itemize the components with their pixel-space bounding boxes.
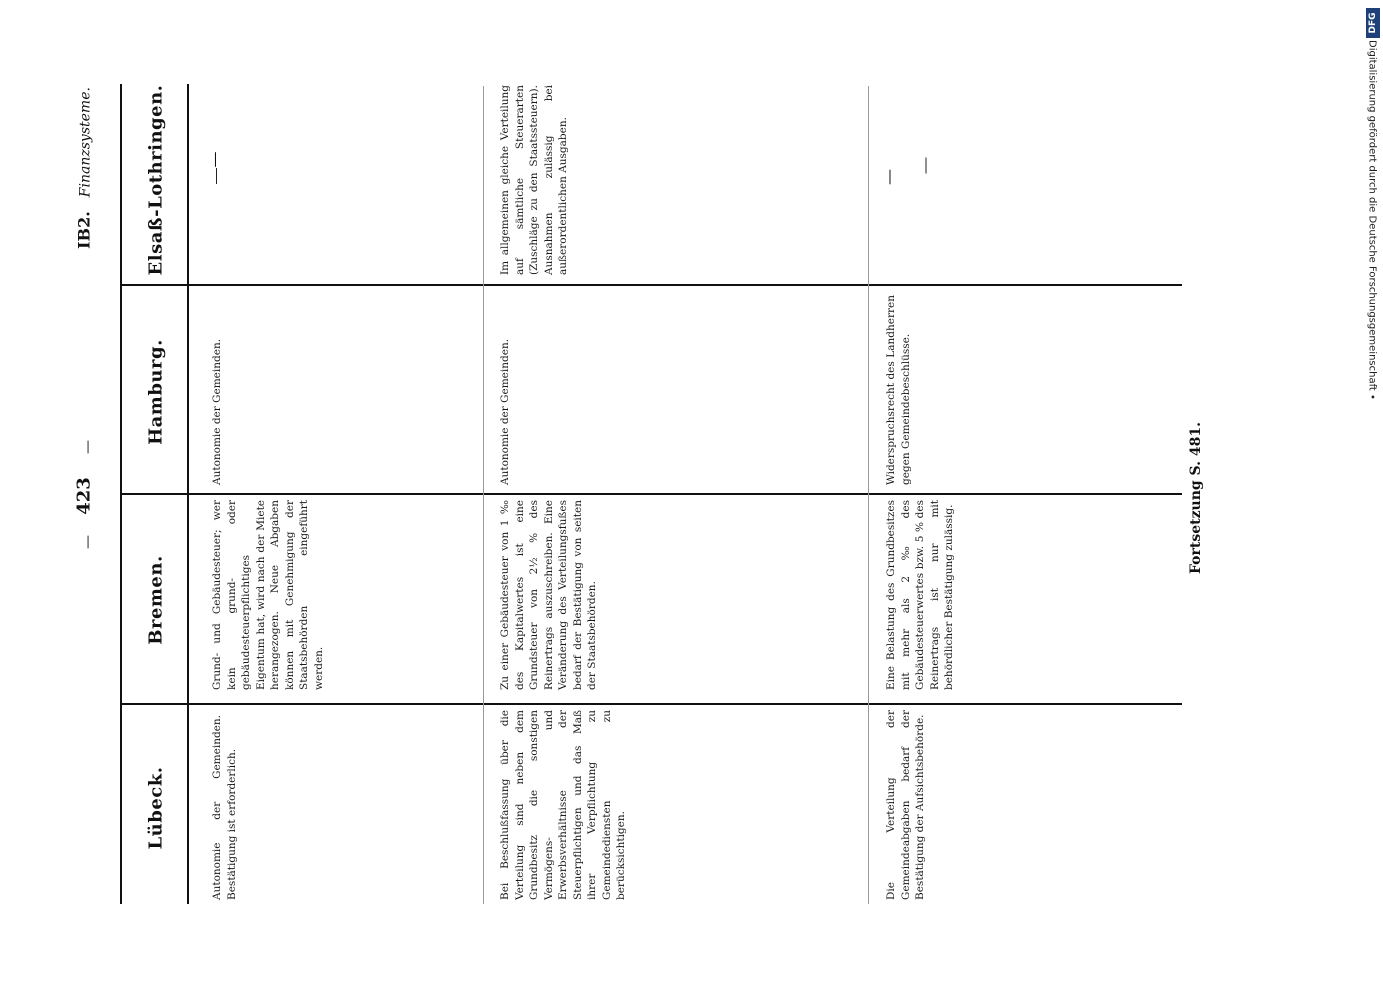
column-separator	[122, 703, 1182, 705]
table-cell: Die Verteilung der Gemeindeabgaben bedarf der Bestätigung der Aufsichtsbehörde.	[885, 710, 926, 900]
page-number: 423	[73, 477, 95, 515]
table-cell: Autonomie der Gemeinden. Bestätigung ist erforderlich.	[211, 715, 238, 900]
row-separator	[483, 86, 484, 904]
table-cell: Grund- und Gebäudesteuer; wer kein grund- oder gebäudesteuerpflichtiges Eigentum hat, wird nach der Miete herangezogen. Neue Abgaben können mit Genehmigung der Staatsbehörden eingeführt werden.	[211, 500, 325, 690]
column-heading-bremen: Bremen.	[145, 555, 167, 645]
digitization-notice: Digitalisierung gefördert durch die Deutsche Forschungsgemeinschaft •	[1366, 40, 1378, 400]
section-subtitle: Finanzsysteme.	[77, 87, 94, 198]
column-heading-elsass-lothringen: Elsaß-Lothringen.	[145, 84, 167, 276]
table-cell: Autonomie der Gemeinden.	[499, 338, 511, 485]
table-cell: Zu einer Gebäudesteuer von 1 ‰ des Kapitalwertes ist eine Grundsteuer von 2½ % des Reinertrags auszuschreiben. Eine Veränderung des Verteilungsfußes bedarf der Bestätigung von seiten der Staatsbehörden.	[499, 500, 598, 690]
empty-cell-dash	[926, 158, 927, 174]
section-header	[75, 87, 94, 249]
table-cell-dash: —	[879, 169, 898, 185]
header-dash-right: —	[80, 535, 96, 549]
table-cell: Widerspruchsrecht des Landherren gegen Gemeindebeschlüsse.	[885, 295, 912, 485]
table-cell: Bei Beschlußfassung über die Verteilung sind neben dem Grundbesitz die sonstigen Vermögens- und Erwerbsverhältnisse der Steuerpflichtigen und das Maß ihrer Verpflichtung zu Gemeindediensten zu berücksichtigen.	[499, 710, 627, 900]
continuation-note: Fortsetzung S. 481.	[1188, 421, 1204, 575]
column-separator	[122, 493, 1182, 495]
column-heading-hamburg: Hamburg.	[145, 339, 167, 445]
table-cell-empty: —	[204, 151, 224, 168]
table-cell: Eine Belastung des Grundbesitzes mit mehr als 2 ‰ des Gebäudesteuerwertes bzw. 5 % des Reinertrags ist nur mit behördlicher Bestätigung zulässig.	[885, 500, 955, 690]
table-cell: Im allgemeinen gleiche Verteilung auf sämtliche Steuerarten (Zuschläge zu den Staatssteuern). Ausnahmen zulässig bei außerordentlichen Ausgaben.	[499, 85, 569, 275]
row-separator	[868, 86, 869, 904]
column-heading-luebeck: Lübeck.	[145, 766, 167, 850]
column-separator	[122, 284, 1182, 286]
dfg-logo: DFG	[1366, 8, 1380, 38]
header-dash-left: —	[80, 440, 96, 454]
section-label: IB2.	[74, 211, 94, 249]
empty-cell-dash	[216, 168, 217, 184]
table-cell: Autonomie der Gemeinden.	[211, 338, 223, 485]
